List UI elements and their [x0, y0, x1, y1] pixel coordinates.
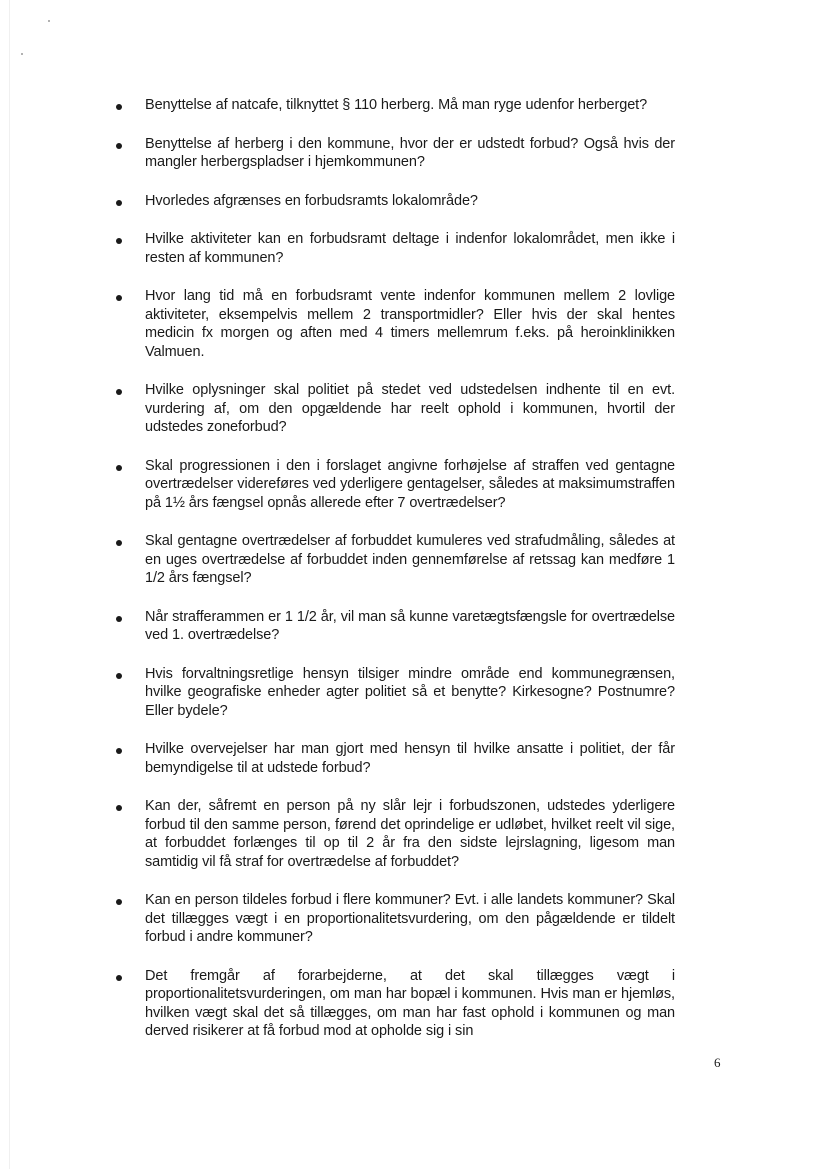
list-item	[0, 287, 828, 361]
list-item	[0, 608, 828, 645]
list-item	[0, 457, 828, 513]
list-item-text: Skal progressionen i den i forslaget angivne forhøjelse af straffen ved gentagne overtrædelser videreføres ved yderligere gentagelser, således at maksimumstraffen på 1½ års fængsel opnås allerede efter 7 overtrædelser?	[145, 457, 675, 511]
list-item-text: Hvilke aktiviteter kan en forbudsramt deltage i indenfor lokalområdet, men ikke i resten af kommunen?	[145, 231, 675, 266]
list-item-text: Hvis forvaltningsretlige hensyn tilsiger mindre område end kommunegrænsen, hvilke geografiske enheder agter politiet så et benytte? Kirkesogne? Postnumre? Eller bydele?	[145, 665, 675, 719]
list-item-text: Kan der, såfremt en person på ny slår lejr i forbudszonen, udstedes yderligere forbud til den samme person, førend det oprindelige er udløbet, hvilket reelt vil sige, at forbuddet forlænges til op til 2 år fra den sidste lejrslagning, ligesom man samtidig vil få straf for overtrædelse af forbuddet?	[145, 798, 675, 870]
bullet-icon	[116, 673, 122, 679]
list-item-text: Hvorledes afgrænses en forbudsramts lokalområde?	[145, 192, 478, 209]
bullet-icon	[116, 616, 122, 622]
bullet-icon	[116, 295, 122, 301]
list-item-text: Benyttelse af herberg i den kommune, hvor der er udstedt forbud? Også hvis der mangler herbergspladser i hjemkommunen?	[145, 135, 675, 170]
scan-speck	[48, 20, 50, 22]
list-item	[0, 230, 828, 267]
bullet-icon	[116, 899, 122, 905]
list-item	[0, 967, 828, 1041]
list-item	[0, 381, 828, 437]
list-item	[0, 891, 828, 947]
list-item-text: Kan en person tildeles forbud i flere kommuner? Evt. i alle landets kommuner? Skal det tillægges vægt i en proportionalitetsvurdering, om den pågældende er tildelt forbud i andre kommuner?	[145, 892, 675, 945]
list-item	[0, 740, 828, 777]
bullet-icon	[116, 200, 122, 206]
list-item	[0, 532, 828, 588]
bullet-icon	[116, 748, 122, 754]
scan-speck	[21, 53, 23, 55]
page-number: 6	[714, 1055, 721, 1070]
list-item-text: Når strafferammen er 1 1/2 år, vil man så kunne varetægtsfængsle for overtrædelse ved 1. overtrædelse?	[145, 608, 675, 643]
bullet-icon	[116, 238, 122, 244]
list-item-text: Hvor lang tid må en forbudsramt vente indenfor kommunen mellem 2 lovlige aktiviteter, eksempelvis mellem 2 transportmidler? Eller hvis der skal hentes medicin fx morgen og aften med 4 timers mellemrum f.eks. på heroinklinikken Valmuen.	[145, 288, 675, 360]
bullet-icon	[116, 975, 122, 981]
question-list	[0, 96, 828, 1061]
bullet-icon	[116, 389, 122, 395]
list-item-text: Skal gentagne overtrædelser af forbuddet kumuleres ved strafudmåling, således at en uges overtrædelse af forbuddet inden gennemførelse af retssag kan medføre 1 1/2 års fængsel?	[145, 533, 675, 586]
bullet-icon	[116, 540, 122, 546]
bullet-icon	[116, 104, 122, 110]
bullet-icon	[116, 465, 122, 471]
list-item	[0, 192, 828, 211]
list-item	[0, 797, 828, 871]
list-item	[0, 665, 828, 721]
bullet-icon	[116, 143, 122, 149]
list-item-text: Hvilke overvejelser har man gjort med hensyn til hvilke ansatte i politiet, der får bemyndigelse til at udstede forbud?	[145, 741, 675, 776]
list-item	[0, 96, 828, 115]
list-item-text: Det fremgår af forarbejderne, at det skal tillægges vægt i proportionalitetsvurderingen, om man har bopæl i kommunen. Hvis man er hjemløs, hvilken vægt skal det så tillægges, om man har fast ophold i kommunen og man derved risikerer at få forbud mod at opholde sig i sin	[145, 967, 675, 1039]
list-item-text: Benyttelse af natcafe, tilknyttet § 110 herberg. Må man ryge udenfor herberget?	[145, 97, 648, 113]
list-item	[0, 135, 828, 172]
bullet-icon	[116, 805, 122, 811]
list-item-text: Hvilke oplysninger skal politiet på stedet ved udstedelsen indhente til en evt. vurdering af, om den opgældende har reelt ophold i kommunen, hvortil der udstedes zoneforbud?	[145, 382, 675, 435]
